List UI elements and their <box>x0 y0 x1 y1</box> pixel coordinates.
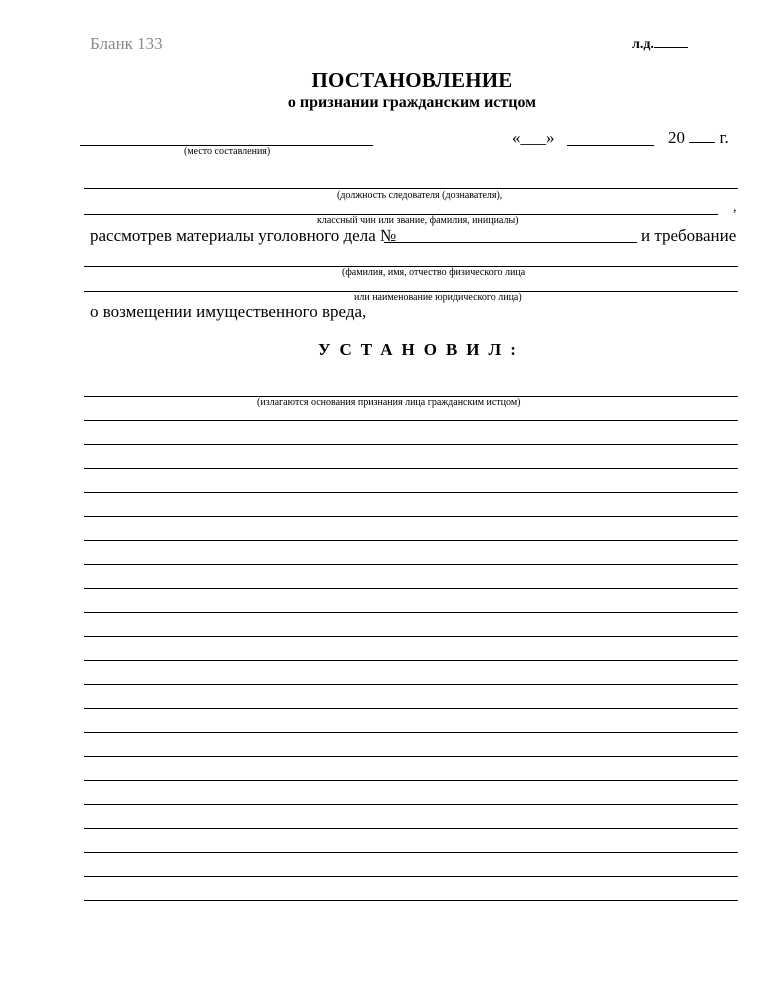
investigator-position-field[interactable] <box>84 188 738 189</box>
grounds-line[interactable] <box>84 660 738 684</box>
grounds-text-area[interactable] <box>84 420 738 901</box>
grounds-line[interactable] <box>84 564 738 588</box>
date-year-field[interactable] <box>689 142 715 143</box>
place-caption: (место составления) <box>184 146 271 157</box>
case-sheet-label-text: л.д. <box>632 37 654 52</box>
grounds-line[interactable] <box>84 612 738 636</box>
grounds-line[interactable] <box>84 804 738 828</box>
grounds-line[interactable] <box>84 708 738 732</box>
grounds-line[interactable] <box>84 852 738 876</box>
date-month-field[interactable] <box>567 145 654 146</box>
grounds-line[interactable] <box>84 588 738 612</box>
grounds-line[interactable] <box>84 828 738 852</box>
grounds-line[interactable] <box>84 540 738 564</box>
investigator-caption-2: классный чин или звание, фамилия, инициалы) <box>317 215 519 226</box>
date-year-prefix <box>668 128 729 148</box>
grounds-line[interactable] <box>84 900 738 901</box>
grounds-caption: (излагаются основания признания лица гражданским истцом) <box>257 397 521 408</box>
case-sheet-blank[interactable] <box>654 47 688 48</box>
grounds-line[interactable] <box>84 444 738 468</box>
grounds-line[interactable] <box>84 756 738 780</box>
grounds-line[interactable] <box>84 492 738 516</box>
case-text-after: и требование <box>641 226 737 245</box>
grounds-line[interactable] <box>84 732 738 756</box>
form-number-label: Бланк 133 <box>90 34 163 53</box>
date-day-field[interactable]: «___» <box>512 128 555 147</box>
date-year-suffix: г. <box>719 128 729 147</box>
grounds-line[interactable] <box>84 876 738 900</box>
case-number-field[interactable] <box>384 242 637 243</box>
case-sheet-label <box>632 37 688 53</box>
claimant-caption-1: (фамилия, имя, отчество физического лица <box>342 267 526 278</box>
document-title: ПОСТАНОВЛЕНИЕ <box>311 68 513 92</box>
damage-claim-text: о возмещении имущественного вреда, <box>90 302 367 321</box>
investigator-comma: , <box>733 200 737 215</box>
grounds-line[interactable] <box>84 468 738 492</box>
grounds-line[interactable] <box>84 780 738 804</box>
claimant-caption-2: или наименование юридического лица) <box>354 292 522 303</box>
grounds-line[interactable] <box>84 684 738 708</box>
grounds-line[interactable] <box>84 420 738 444</box>
date-year-prefix-text: 20 <box>668 128 685 147</box>
case-text-before: рассмотрев материалы уголовного дела № <box>90 226 397 245</box>
document-subtitle: о признании гражданским истцом <box>287 94 537 111</box>
grounds-line[interactable] <box>84 636 738 660</box>
established-heading: УСТАНОВИЛ: <box>318 340 525 359</box>
investigator-caption-1: (должность следователя (дознавателя), <box>337 190 503 201</box>
grounds-line[interactable] <box>84 516 738 540</box>
